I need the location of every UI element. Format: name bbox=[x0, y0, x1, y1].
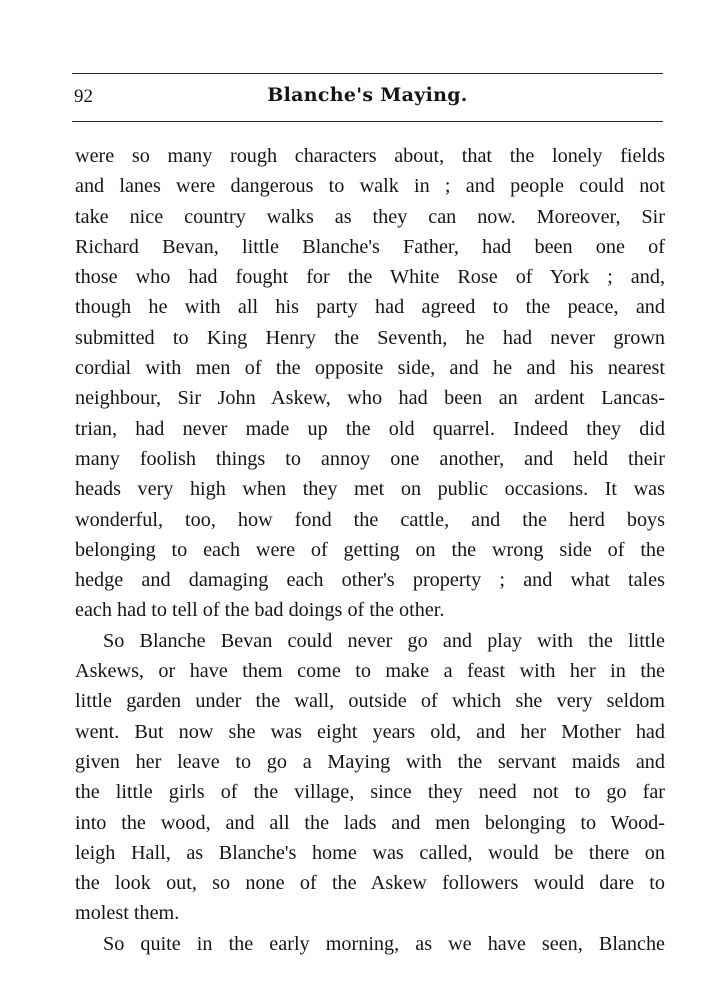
body-text bbox=[75, 141, 665, 959]
text-line: heads very high when they met on public occasions. It was bbox=[75, 478, 665, 501]
text-line: given her leave to go a Maying with the servant maids and bbox=[75, 750, 665, 773]
text-line: each had to tell of the bad doings of the other. bbox=[75, 599, 445, 622]
text-line: the little girls of the village, since they need not to go far bbox=[75, 781, 665, 804]
page-number: 92 bbox=[74, 86, 93, 107]
text-line: take nice country walks as they can now. Moreover, Sir bbox=[75, 205, 665, 228]
text-line: those who had fought for the White Rose of York ; and, bbox=[75, 266, 665, 289]
text-line: and lanes were dangerous to walk in ; and people could not bbox=[75, 175, 665, 198]
text-line: into the wood, and all the lads and men belonging to Wood- bbox=[75, 811, 665, 834]
text-line: molest them. bbox=[75, 902, 180, 925]
text-line: hedge and damaging each other's property ; and what tales bbox=[75, 569, 665, 592]
text-line: Askews, or have them come to make a feast with her in the bbox=[75, 660, 665, 683]
text-line: were so many rough characters about, that the lonely fields bbox=[75, 145, 665, 167]
text-line: trian, had never made up the old quarrel. Indeed they did bbox=[75, 417, 665, 440]
text-line: wonderful, too, how fond the cattle, and the herd boys bbox=[75, 508, 665, 531]
text-line: many foolish things to annoy one another, and held their bbox=[75, 447, 665, 470]
text-line: Richard Bevan, little Blanche's Father, had been one of bbox=[75, 235, 665, 258]
text-line: So quite in the early morning, as we have seen, Blanche bbox=[103, 932, 665, 955]
text-line: cordial with men of the opposite side, and he and his nearest bbox=[75, 357, 665, 380]
text-line: the look out, so none of the Askew followers would dare to bbox=[75, 872, 665, 895]
text-line: little garden under the wall, outside of which she very seldom bbox=[75, 690, 665, 713]
text-line: went. But now she was eight years old, and her Mother had bbox=[75, 720, 665, 743]
text-line: submitted to King Henry the Seventh, he had never grown bbox=[75, 326, 665, 349]
running-title: Blanche's Maying. bbox=[267, 84, 468, 106]
running-head bbox=[72, 82, 663, 114]
header-rule-top bbox=[72, 73, 663, 74]
header-rule-bottom bbox=[72, 121, 663, 122]
text-line: belonging to each were of getting on the wrong side of the bbox=[75, 538, 665, 561]
text-line: leigh Hall, as Blanche's home was called, would be there on bbox=[75, 841, 665, 864]
text-line: So Blanche Bevan could never go and play with the little bbox=[103, 629, 665, 652]
text-line: neighbour, Sir John Askew, who had been an ardent Lancas- bbox=[75, 387, 665, 410]
text-line: though he with all his party had agreed to the peace, and bbox=[75, 296, 665, 319]
